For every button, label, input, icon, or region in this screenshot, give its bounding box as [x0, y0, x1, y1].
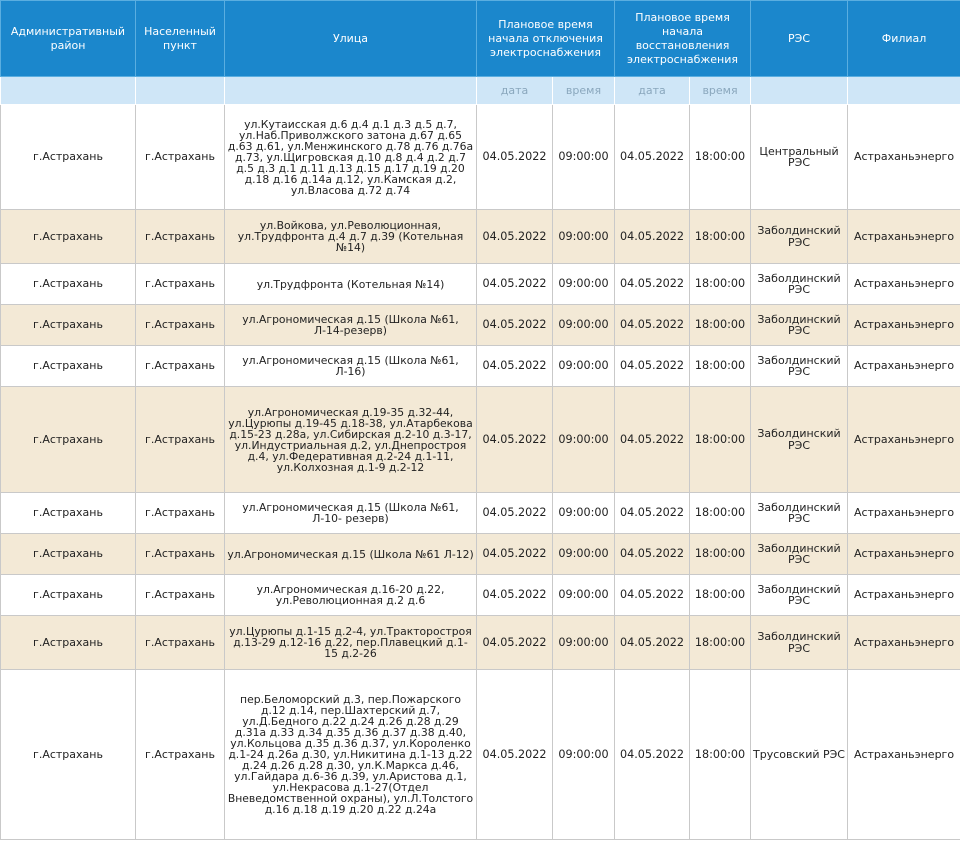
street-cell: ул.Агрономическая д.15 (Школа №61, Л-14-резерв) [225, 305, 477, 346]
off-time-header: Плановое время начала отключения электроснабжения [477, 1, 615, 77]
on-date-cell: 04.05.2022 [615, 616, 690, 670]
on-time-cell: 18:00:00 [690, 670, 751, 840]
res-cell: Заболдинский РЭС [751, 493, 848, 534]
on-date-cell: 04.05.2022 [615, 493, 690, 534]
district-cell: г.Астрахань [1, 534, 136, 575]
table-row [1, 387, 960, 493]
res-cell: Трусовский РЭС [751, 670, 848, 840]
subheader-row [1, 77, 960, 105]
table-row [1, 493, 960, 534]
res-cell: Заболдинский РЭС [751, 534, 848, 575]
table-row [1, 534, 960, 575]
district-cell: г.Астрахань [1, 616, 136, 670]
header-row [1, 1, 960, 77]
branch-cell: Астраханьэнерго [848, 305, 960, 346]
branch-cell: Астраханьэнерго [848, 346, 960, 387]
district-header: Административный район [1, 1, 136, 77]
off-date-cell: 04.05.2022 [477, 105, 553, 210]
on-time-cell: 18:00:00 [690, 346, 751, 387]
off-time-cell: 09:00:00 [553, 670, 615, 840]
off-date-cell: 04.05.2022 [477, 305, 553, 346]
restore-time-header: Плановое время начала восстановления электроснабжения [615, 1, 751, 77]
branch-cell: Астраханьэнерго [848, 264, 960, 305]
off-time-cell: 09:00:00 [553, 575, 615, 616]
off-time-cell: 09:00:00 [553, 105, 615, 210]
on-date-cell: 04.05.2022 [615, 264, 690, 305]
off-date-cell: 04.05.2022 [477, 575, 553, 616]
table-row [1, 210, 960, 264]
table-row [1, 670, 960, 840]
res-cell: Заболдинский РЭС [751, 264, 848, 305]
branch-cell: Астраханьэнерго [848, 616, 960, 670]
res-cell: Центральный РЭС [751, 105, 848, 210]
branch-header: Филиал [848, 1, 960, 77]
district-cell: г.Астрахань [1, 105, 136, 210]
locality-cell: г.Астрахань [136, 387, 225, 493]
street-cell: ул.Агрономическая д.19-35 д.32-44, ул.Цурюпы д.19-45 д.18-38, ул.Атарбекова д.15-23 д.28а, ул.Сибирская д.2-10 д.3-17, ул.Индустриальная д.2, ул.Днепростроя д.4, ул.Федеративная д.2-24 д.1-11, ул.Колхозная д.1-9 д.2-12 [225, 387, 477, 493]
on-time-subheader: время [690, 77, 751, 105]
table-row [1, 305, 960, 346]
res-cell: Заболдинский РЭС [751, 387, 848, 493]
district-cell: г.Астрахань [1, 670, 136, 840]
district-cell: г.Астрахань [1, 264, 136, 305]
district-cell: г.Астрахань [1, 387, 136, 493]
off-time-cell: 09:00:00 [553, 346, 615, 387]
off-time-cell: 09:00:00 [553, 305, 615, 346]
table-row [1, 616, 960, 670]
branch-cell: Астраханьэнерго [848, 493, 960, 534]
on-date-cell: 04.05.2022 [615, 387, 690, 493]
branch-cell: Астраханьэнерго [848, 575, 960, 616]
branch-cell: Астраханьэнерго [848, 534, 960, 575]
off-time-cell: 09:00:00 [553, 616, 615, 670]
locality-cell: г.Астрахань [136, 575, 225, 616]
locality-cell: г.Астрахань [136, 534, 225, 575]
locality-cell: г.Астрахань [136, 105, 225, 210]
on-time-cell: 18:00:00 [690, 387, 751, 493]
street-cell: ул.Войкова, ул.Революционная, ул.Трудфронта д.4 д.7 д.39 (Котельная №14) [225, 210, 477, 264]
table-row [1, 105, 960, 210]
street-cell: ул.Агрономическая д.16-20 д.22, ул.Революционная д.2 д.6 [225, 575, 477, 616]
branch-cell: Астраханьэнерго [848, 210, 960, 264]
street-cell: ул.Трудфронта (Котельная №14) [225, 264, 477, 305]
street-header: Улица [225, 1, 477, 77]
off-date-subheader: дата [477, 77, 553, 105]
off-time-cell: 09:00:00 [553, 493, 615, 534]
locality-cell: г.Астрахань [136, 305, 225, 346]
on-time-cell: 18:00:00 [690, 534, 751, 575]
on-time-cell: 18:00:00 [690, 305, 751, 346]
on-date-cell: 04.05.2022 [615, 534, 690, 575]
locality-header: Населенный пункт [136, 1, 225, 77]
off-time-cell: 09:00:00 [553, 264, 615, 305]
on-time-cell: 18:00:00 [690, 493, 751, 534]
district-cell: г.Астрахань [1, 493, 136, 534]
table-row [1, 264, 960, 305]
street-cell: ул.Агрономическая д.15 (Школа №61, Л-16) [225, 346, 477, 387]
locality-cell: г.Астрахань [136, 616, 225, 670]
district-cell: г.Астрахань [1, 305, 136, 346]
on-date-cell: 04.05.2022 [615, 210, 690, 264]
off-time-cell: 09:00:00 [553, 210, 615, 264]
res-cell: Заболдинский РЭС [751, 210, 848, 264]
off-date-cell: 04.05.2022 [477, 210, 553, 264]
district-cell: г.Астрахань [1, 210, 136, 264]
res-cell: Заболдинский РЭС [751, 305, 848, 346]
off-date-cell: 04.05.2022 [477, 534, 553, 575]
on-time-cell: 18:00:00 [690, 575, 751, 616]
street-cell: ул.Цурюпы д.1-15 д.2-4, ул.Тракторостроя д.13-29 д.12-16 д.22, пер.Плавецкий д.1-15 д.2-26 [225, 616, 477, 670]
on-date-cell: 04.05.2022 [615, 346, 690, 387]
locality-cell: г.Астрахань [136, 264, 225, 305]
table-row [1, 346, 960, 387]
street-cell: пер.Беломорский д.3, пер.Пожарского д.12 д.14, пер.Шахтерский д.7, ул.Д.Бедного д.22 д.24 д.26 д.28 д.29 д.31а д.33 д.34 д.35 д.36 д.37 д.38 д.40, ул.Кольцова д.35 д.36 д.37, ул.Короленко д.1-24 д.26а д.30, ул.Никитина д.1-13 д.22 д.24 д.26 д.28 д.30, ул.К.Маркса д.46, ул.Гайдара д.6-36 д.39, ул.Аристова д.1, ул.Некрасова д.1-27(Отдел Вневедомственной охраны), ул.Л.Толстого д.16 д.18 д.19 д.20 д.22 д.24а [225, 670, 477, 840]
on-time-cell: 18:00:00 [690, 210, 751, 264]
locality-cell: г.Астрахань [136, 493, 225, 534]
street-cell: ул.Агрономическая д.15 (Школа №61, Л-10- резерв) [225, 493, 477, 534]
on-date-cell: 04.05.2022 [615, 670, 690, 840]
off-date-cell: 04.05.2022 [477, 670, 553, 840]
on-date-cell: 04.05.2022 [615, 575, 690, 616]
street-cell: ул.Агрономическая д.15 (Школа №61 Л-12) [225, 534, 477, 575]
off-time-cell: 09:00:00 [553, 534, 615, 575]
district-cell: г.Астрахань [1, 575, 136, 616]
off-time-cell: 09:00:00 [553, 387, 615, 493]
off-date-cell: 04.05.2022 [477, 493, 553, 534]
table-row [1, 575, 960, 616]
street-cell: ул.Кутаисская д.6 д.4 д.1 д.3 д.5 д.7, ул.Наб.Приволжского затона д.67 д.65 д.63 д.61, ул.Менжинского д.78 д.76 д.76а д.73, ул.Щигровская д.10 д.8 д.4 д.2 д.7 д.5 д.3 д.1 д.11 д.13 д.15 д.17 д.19 д.20 д.18 д.16 д.14а д.12, ул.Камская д.2, ул.Власова д.72 д.74 [225, 105, 477, 210]
res-cell: Заболдинский РЭС [751, 575, 848, 616]
res-cell: Заболдинский РЭС [751, 346, 848, 387]
off-date-cell: 04.05.2022 [477, 346, 553, 387]
off-date-cell: 04.05.2022 [477, 264, 553, 305]
on-time-cell: 18:00:00 [690, 264, 751, 305]
on-date-cell: 04.05.2022 [615, 305, 690, 346]
on-date-subheader: дата [615, 77, 690, 105]
on-time-cell: 18:00:00 [690, 616, 751, 670]
branch-cell: Астраханьэнерго [848, 387, 960, 493]
branch-cell: Астраханьэнерго [848, 670, 960, 840]
res-cell: Заболдинский РЭС [751, 616, 848, 670]
off-date-cell: 04.05.2022 [477, 387, 553, 493]
on-time-cell: 18:00:00 [690, 105, 751, 210]
res-header: РЭС [751, 1, 848, 77]
on-date-cell: 04.05.2022 [615, 105, 690, 210]
district-cell: г.Астрахань [1, 346, 136, 387]
locality-cell: г.Астрахань [136, 670, 225, 840]
locality-cell: г.Астрахань [136, 210, 225, 264]
off-time-subheader: время [553, 77, 615, 105]
branch-cell: Астраханьэнерго [848, 105, 960, 210]
locality-cell: г.Астрахань [136, 346, 225, 387]
off-date-cell: 04.05.2022 [477, 616, 553, 670]
